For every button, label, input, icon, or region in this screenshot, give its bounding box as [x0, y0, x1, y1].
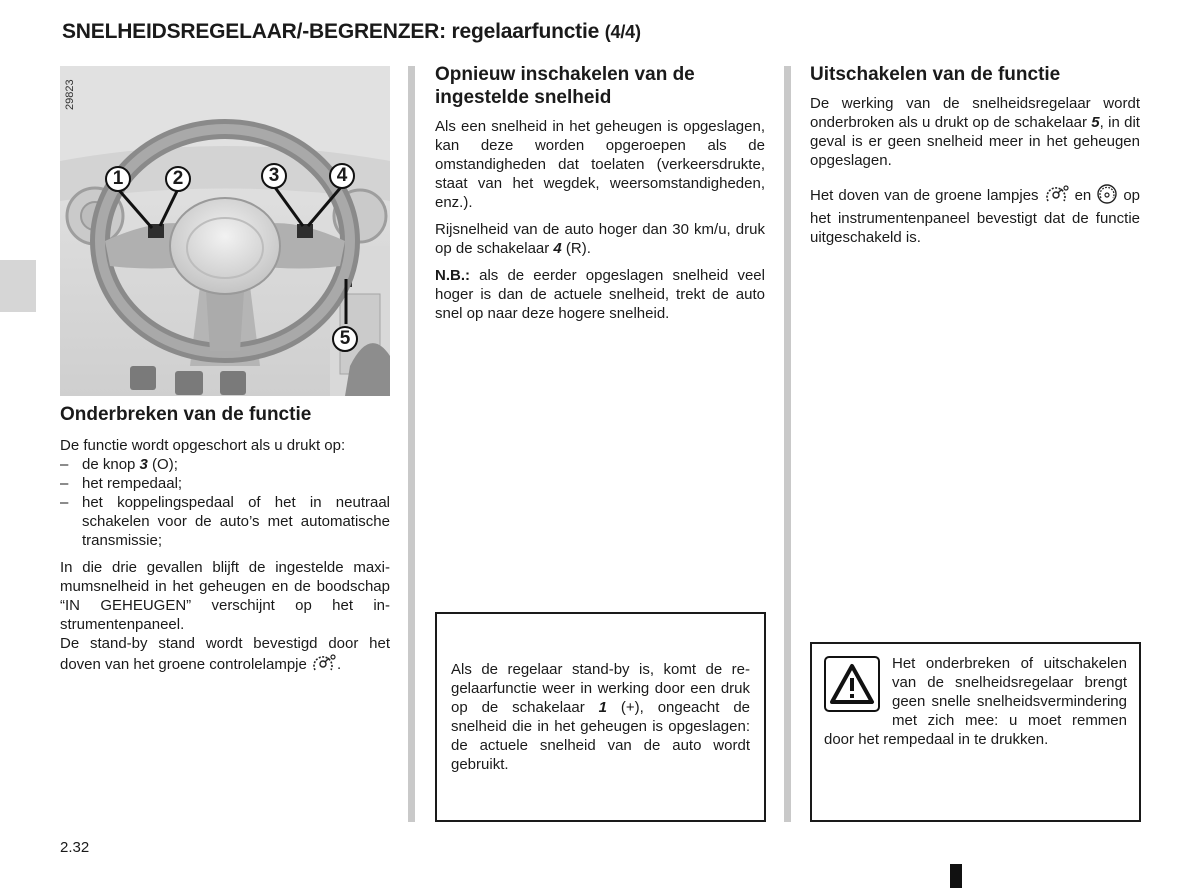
section-heading: Uitschakelen van de functie [810, 64, 1061, 85]
list-item: – het rempedaal; [60, 474, 390, 493]
page-title [62, 20, 641, 44]
steering-wheel-illustration [60, 66, 390, 396]
column-divider-2 [784, 66, 791, 822]
cruise-control-lamp-icon [311, 653, 337, 678]
paragraph: Als een snelheid in het geheugen is opgeslagen, kan deze worden opgeroepen als de omstandigheden dat toelaten (verkeersdrukte, staat van het wegdek, weersomstandigheden, enz.). [435, 118, 765, 211]
paragraph: Rijsnelheid van de auto hoger dan 30 km/u, druk op de schakelaar 4 (R). [435, 221, 765, 257]
section-disable [810, 63, 1140, 255]
info-box-text: Als de regelaar stand-by is, komt de regelaarfunctie weer in werking door een druk op de schakelaar 1 (+), ongeacht de snelheid die in het geheugen is opgeslagen: de actuele snelheid van de auto wordt gebruikt. [451, 661, 750, 773]
section-resume [435, 63, 765, 331]
button-3-4-marker [297, 224, 313, 238]
section-heading: Onderbreken van de functie [60, 404, 312, 425]
title-main: SNELHEIDSREGELAAR/-BEGRENZER: regelaarfunctie [62, 20, 600, 43]
page-number: 2.32 [60, 839, 90, 856]
section-body [810, 94, 1140, 247]
title-suffix: (4/4) [604, 22, 641, 42]
callout-1: 1 [105, 166, 131, 192]
section-heading: Opnieuw inschakelen van de ingestelde snelheid [435, 64, 695, 108]
memory-paragraph: In die drie gevallen blijft de ingestelde maximumsnelheid in het geheugen en de boodschap “IN GEHEUGEN” verschijnt op het instrumentenpaneel. [60, 559, 390, 633]
callout-2: 2 [165, 166, 191, 192]
callout-3: 3 [261, 163, 287, 189]
cruise-control-lamp-icon [1044, 184, 1070, 209]
list-item: – de knop 3 (O); [60, 455, 390, 474]
callout-5: 5 [332, 326, 358, 352]
callout-4: 4 [329, 163, 355, 189]
section-interrupt [60, 403, 390, 678]
paragraph: De werking van de snelheidsregelaar wordt onderbroken als u drukt op de schakelaar 5, in dit geval is er geen snelheid meer in het geheugen opgeslagen. [810, 95, 1140, 169]
note-paragraph: N.B.: als de eerder opgeslagen snelheid veel hoger is dan de actuele snelheid, trekt de auto snel op naar deze hogere snelheid. [435, 267, 765, 322]
section-body [435, 117, 765, 323]
standby-paragraph: De stand-by stand wordt bevestigd door het doven van het groene controlelampje . [60, 634, 390, 678]
list-item: – het koppelingspedaal of het in neutraal schakelen voor de auto’s met automatische transmissie; [60, 493, 390, 550]
warning-text: Het onderbreken of uitschakelen van de snelheidsregelaar brengt geen snelle snelheidsvermindering met zich mee: u moet remmen door het rempedaal in te drukken. [824, 655, 1127, 748]
figure-reference-code [62, 72, 80, 112]
info-box [435, 612, 766, 822]
warning-box [810, 642, 1141, 822]
warning-icon [824, 656, 880, 712]
intro-text: De functie wordt opgeschort als u drukt op: [60, 437, 346, 454]
column-divider-1 [408, 66, 415, 822]
paragraph: Het doven van de groene lampjes en op het instrumentenpaneel bevestigt dat de functie uitgeschakeld is. [810, 184, 1140, 247]
chapter-tab [0, 260, 36, 312]
figure-code-text: 29823 [64, 79, 76, 110]
thumb-index-mark [950, 864, 962, 888]
condition-list [60, 455, 390, 550]
section-body [60, 436, 390, 678]
speed-memory-lamp-icon [1096, 184, 1118, 209]
